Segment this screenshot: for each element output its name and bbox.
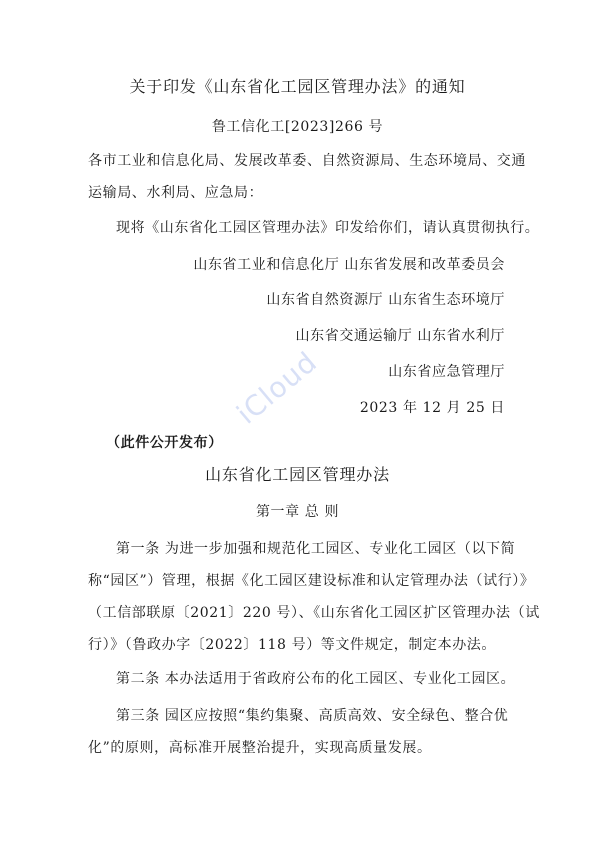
article-3-line-1: 第三条 园区应按照“集约集聚、高质高效、安全绿色、整合优 xyxy=(116,708,509,724)
issuer-line-2: 山东省自然资源厅 山东省生态环境厅 xyxy=(266,292,505,308)
issuer-line-3: 山东省交通运输厅 山东省水利厅 xyxy=(295,328,505,344)
article-1-line-2: 称“园区”）管理，根据《化工园区建设标准和认定管理办法（试行）》 xyxy=(88,573,535,589)
notice-body: 现将《山东省化工园区管理办法》印发给你们，请认真贯彻执行。 xyxy=(116,220,540,236)
recipients-line-1: 各市工业和信息化局、发展改革委、自然资源局、生态环境局、交通 xyxy=(88,153,526,169)
issue-date: 2023 年 12 月 25 日 xyxy=(359,400,505,416)
watermark xyxy=(230,345,352,462)
recipients-line-2: 运输局、水利局、应急局： xyxy=(88,185,264,201)
chapter-heading: 第一章 总 则 xyxy=(255,504,340,520)
article-1-line-3: （工信部联原〔2021〕220 号）、《山东省化工园区扩区管理办法（试 xyxy=(88,605,540,621)
article-1-line-1: 第一条 为进一步加强和规范化工园区、专业化工园区（以下简 xyxy=(116,541,516,557)
watermark-text: iCloud xyxy=(230,345,324,431)
issuer-line-1: 山东省工业和信息化厅 山东省发展和改革委员会 xyxy=(193,257,505,273)
issuer-line-4: 山东省应急管理厅 xyxy=(388,364,505,380)
article-1-line-4: 行）》（鲁政办字〔2022〕118 号）等文件规定，制定本办法。 xyxy=(88,637,496,653)
article-3-line-2: 化”的原则，高标准开展整治提升，实现高质量发展。 xyxy=(88,740,432,756)
notice-title: 关于印发《山东省化工园区管理办法》的通知 xyxy=(129,77,466,96)
public-release-note: （此件公开发布） xyxy=(106,435,223,451)
article-2: 第二条 本办法适用于省政府公布的化工园区、专业化工园区。 xyxy=(116,671,516,687)
measures-title: 山东省化工园区管理办法 xyxy=(205,465,390,484)
document-number: 鲁工信化工[2023]266 号 xyxy=(211,119,384,135)
